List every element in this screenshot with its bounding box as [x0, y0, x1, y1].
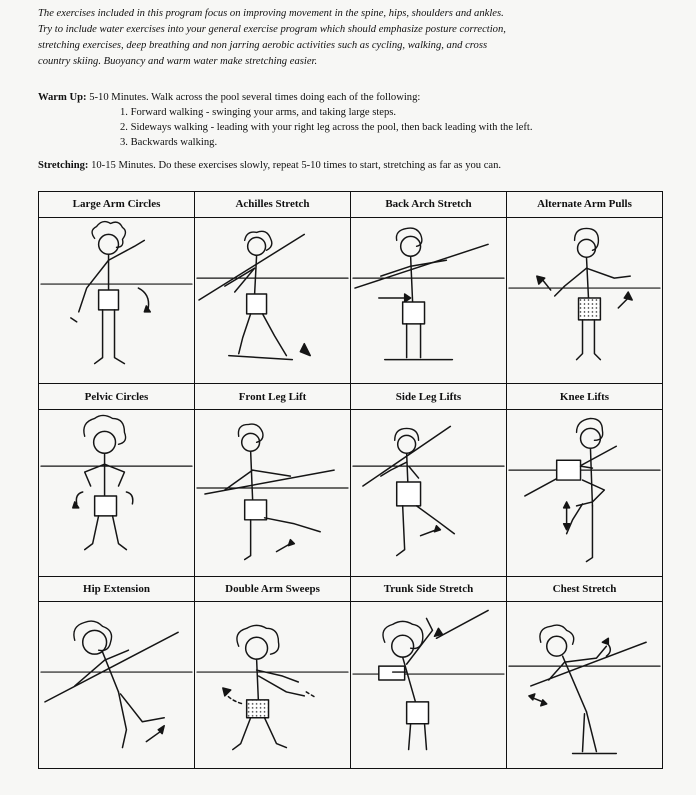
front-leg-lift-illustration	[195, 410, 350, 570]
exercise-grid	[38, 191, 663, 769]
exercise-title: Double Arm Sweeps	[195, 576, 351, 602]
intro-line: stretching exercises, deep breathing and non jarring aerobic activities such as cycling, walking, and cross	[38, 40, 488, 51]
trunk-side-stretch-illustration	[351, 602, 506, 762]
stretching-label: Stretching:	[38, 160, 89, 171]
exercise-title: Trunk Side Stretch	[351, 576, 507, 602]
side-leg-lifts-illustration	[351, 410, 506, 570]
warm-up-label: Warm Up:	[38, 92, 87, 103]
intro-paragraph	[38, 6, 674, 70]
alternate-arm-pulls-illustration	[507, 218, 662, 378]
stretching-section	[38, 158, 678, 173]
intro-line: Try to include water exercises into your general exercise program which should emphasize posture correction,	[38, 24, 506, 35]
intro-line: The exercises included in this program focus on improving movement in the spine, hips, shoulders and ankles.	[38, 8, 504, 19]
exercise-title: Achilles Stretch	[195, 192, 351, 218]
exercise-title: Pelvic Circles	[39, 384, 195, 410]
warm-up-step: 3. Backwards walking.	[120, 137, 218, 148]
intro-line: country skiing. Buoyancy and warm water make stretching easier.	[38, 56, 318, 67]
hip-extension-illustration	[39, 602, 194, 762]
chest-stretch-illustration	[507, 602, 662, 762]
exercise-title: Alternate Arm Pulls	[507, 192, 663, 218]
achilles-stretch-illustration	[195, 218, 350, 378]
pelvic-circles-illustration	[39, 410, 194, 570]
warm-up-steps	[120, 105, 678, 150]
double-arm-sweeps-illustration	[195, 602, 350, 762]
back-arch-stretch-illustration	[351, 218, 506, 378]
warm-up-step: 2. Sideways walking - leading with your right leg across the pool, then back leading with the left.	[120, 122, 533, 133]
exercise-title: Knee Lifts	[507, 384, 663, 410]
knee-lifts-illustration	[507, 410, 662, 570]
exercise-title: Back Arch Stretch	[351, 192, 507, 218]
warm-up-text: 5-10 Minutes. Walk across the pool several times doing each of the following:	[89, 92, 421, 103]
exercise-title: Hip Extension	[39, 576, 195, 602]
exercise-title: Side Leg Lifts	[351, 384, 507, 410]
exercise-title: Large Arm Circles	[39, 192, 195, 218]
warm-up-section	[38, 90, 678, 150]
stretching-text: 10-15 Minutes. Do these exercises slowly, repeat 5-10 times to start, stretching as far as you can.	[91, 160, 502, 171]
exercise-title: Front Leg Lift	[195, 384, 351, 410]
large-arm-circles-illustration	[39, 218, 194, 378]
warm-up-step: 1. Forward walking - swinging your arms, and taking large steps.	[120, 107, 397, 118]
exercise-title: Chest Stretch	[507, 576, 663, 602]
